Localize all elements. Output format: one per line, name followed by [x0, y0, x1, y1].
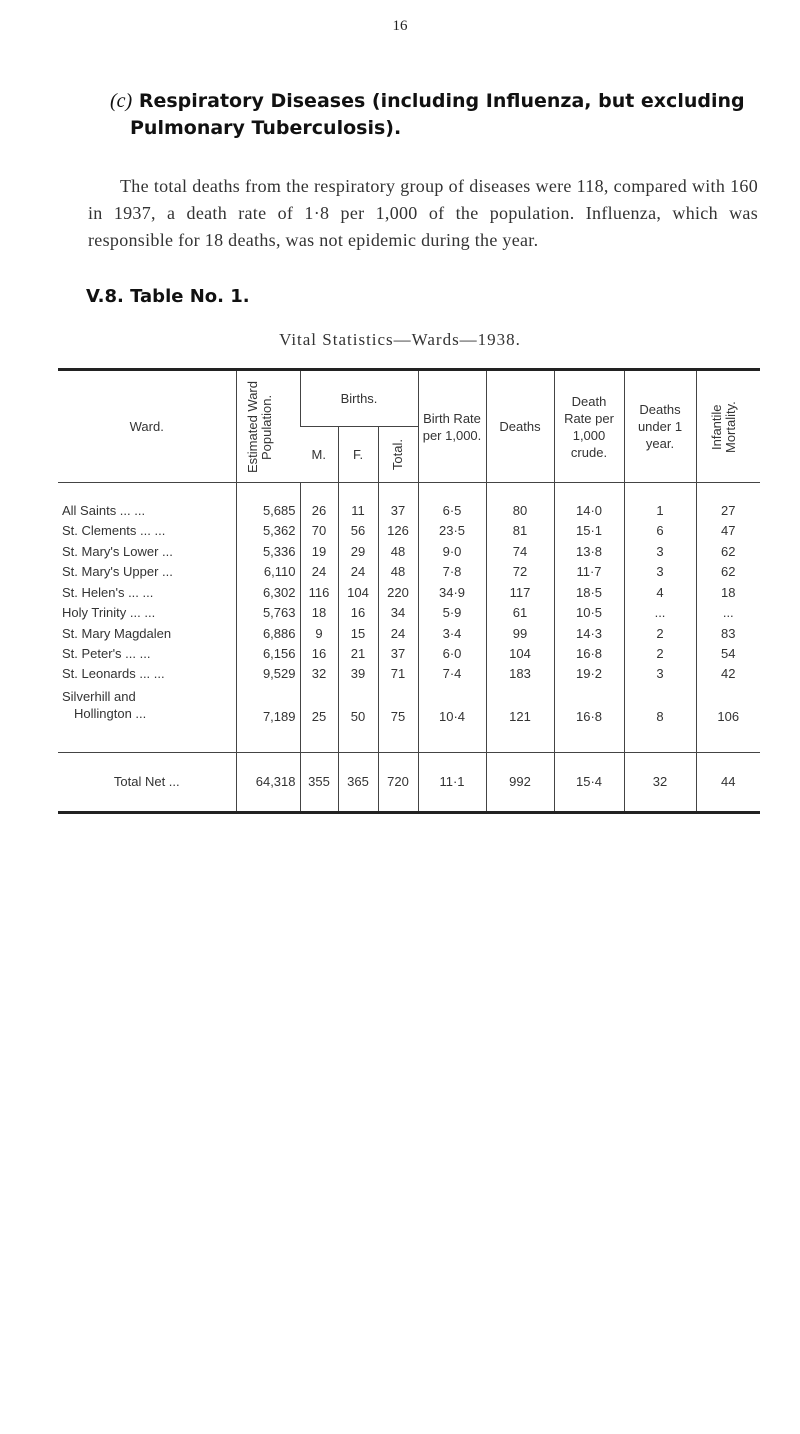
- header-ward: Ward.: [58, 370, 236, 483]
- cell-births-m: 32: [300, 664, 338, 684]
- cell-total-deaths-under-1: 32: [624, 752, 696, 812]
- cell-infantile-mortality: 47: [696, 520, 760, 540]
- cell-births-f: 16: [338, 602, 378, 622]
- cell-deaths: 121: [486, 684, 554, 725]
- table-row: [58, 602, 760, 622]
- cell-infantile-mortality: ...: [696, 602, 760, 622]
- table-total-row: [58, 752, 760, 812]
- cell-births-m: 16: [300, 643, 338, 663]
- cell-infantile-mortality: 54: [696, 643, 760, 663]
- cell-births-f: 56: [338, 520, 378, 540]
- cell-deaths: 117: [486, 582, 554, 602]
- cell-population: 5,362: [236, 520, 300, 540]
- cell-population: 6,886: [236, 623, 300, 643]
- header-deaths-under-1: Deaths under 1 year.: [624, 370, 696, 483]
- cell-birth-rate: 6·5: [418, 500, 486, 520]
- cell-deaths-under-1: 3: [624, 664, 696, 684]
- table-caption: Vital Statistics—Wards—1938.: [279, 330, 521, 349]
- cell-births-f: 11: [338, 500, 378, 520]
- header-births-m: M.: [300, 427, 338, 483]
- header-population: Estimated Ward Population.: [236, 370, 300, 483]
- table-row: [58, 684, 760, 725]
- cell-death-rate: 19·2: [554, 664, 624, 684]
- cell-births-total: 37: [378, 643, 418, 663]
- cell-total-death-rate: 15·4: [554, 752, 624, 812]
- cell-births-f: 29: [338, 541, 378, 561]
- cell-population: 9,529: [236, 664, 300, 684]
- cell-infantile-mortality: 42: [696, 664, 760, 684]
- cell-births-total: 37: [378, 500, 418, 520]
- cell-infantile-mortality: 83: [696, 623, 760, 643]
- cell-deaths-under-1: 2: [624, 623, 696, 643]
- cell-birth-rate: 23·5: [418, 520, 486, 540]
- cell-infantile-mortality: 62: [696, 541, 760, 561]
- cell-total-label: Total Net ...: [58, 752, 236, 812]
- vital-statistics-table: [58, 368, 760, 814]
- cell-births-total: 75: [378, 684, 418, 725]
- cell-infantile-mortality: 62: [696, 561, 760, 581]
- header-death-rate: Death Rate per 1,000 crude.: [554, 370, 624, 483]
- table-row: [58, 664, 760, 684]
- cell-ward: [58, 684, 236, 725]
- cell-ward: St. Leonards ... ...: [62, 666, 165, 682]
- cell-ward: St. Clements ... ...: [62, 523, 166, 539]
- section-title-line1: Respiratory Diseases (including Influenza, but excluding: [138, 90, 745, 112]
- cell-infantile-mortality: 18: [696, 582, 760, 602]
- cell-population: 5,336: [236, 541, 300, 561]
- section-prefix: (c): [110, 90, 133, 112]
- section-body: The total deaths from the respiratory group of diseases were 118, compared with 160 in 1937, a death rate of 1·8 per 1,000 of the population. Influenza, which was responsible for 18 deaths, was not epidemic during the year.: [88, 176, 758, 250]
- cell-deaths-under-1: 6: [624, 520, 696, 540]
- cell-death-rate: 10·5: [554, 602, 624, 622]
- table-row: [58, 623, 760, 643]
- cell-death-rate: 13·8: [554, 541, 624, 561]
- cell-death-rate: 18·5: [554, 582, 624, 602]
- cell-births-m: 18: [300, 602, 338, 622]
- cell-births-total: 220: [378, 582, 418, 602]
- cell-deaths-under-1: 4: [624, 582, 696, 602]
- cell-death-rate: 16·8: [554, 684, 624, 725]
- cell-ward: Holy Trinity ... ...: [62, 605, 156, 621]
- cell-births-total: 34: [378, 602, 418, 622]
- table-row: [58, 541, 760, 561]
- cell-birth-rate: 10·4: [418, 684, 486, 725]
- cell-deaths-under-1: 3: [624, 561, 696, 581]
- cell-total-deaths: 992: [486, 752, 554, 812]
- cell-population: 6,156: [236, 643, 300, 663]
- cell-deaths: 104: [486, 643, 554, 663]
- cell-deaths: 80: [486, 500, 554, 520]
- cell-population: 5,763: [236, 602, 300, 622]
- header-deaths: Deaths: [486, 370, 554, 483]
- cell-deaths-under-1: ...: [624, 602, 696, 622]
- cell-ward-line2: Hollington ...: [74, 705, 147, 721]
- section-title-line2: Pulmonary Tuberculosis).: [130, 117, 402, 139]
- cell-deaths-under-1: 8: [624, 684, 696, 725]
- table-heading: V.8. Table No. 1.: [86, 286, 250, 307]
- cell-deaths: 61: [486, 602, 554, 622]
- cell-birth-rate: 34·9: [418, 582, 486, 602]
- cell-births-total: 24: [378, 623, 418, 643]
- cell-births-m: 25: [300, 684, 338, 725]
- cell-death-rate: 16·8: [554, 643, 624, 663]
- cell-birth-rate: 9·0: [418, 541, 486, 561]
- cell-births-m: 116: [300, 582, 338, 602]
- cell-deaths: 183: [486, 664, 554, 684]
- cell-total-births-total: 720: [378, 752, 418, 812]
- cell-total-infantile-mortality: 44: [696, 752, 760, 812]
- cell-deaths: 99: [486, 623, 554, 643]
- cell-births-total: 71: [378, 664, 418, 684]
- cell-birth-rate: 7·4: [418, 664, 486, 684]
- cell-deaths: 81: [486, 520, 554, 540]
- table-row: [58, 561, 760, 581]
- cell-births-total: 48: [378, 541, 418, 561]
- cell-birth-rate: 3·4: [418, 623, 486, 643]
- header-births: Births.: [300, 370, 418, 427]
- cell-population: 6,110: [236, 561, 300, 581]
- cell-ward: St. Helen's ... ...: [62, 584, 154, 600]
- cell-deaths: 72: [486, 561, 554, 581]
- cell-births-f: 15: [338, 623, 378, 643]
- cell-births-m: 24: [300, 561, 338, 581]
- cell-deaths-under-1: 2: [624, 643, 696, 663]
- cell-births-total: 126: [378, 520, 418, 540]
- cell-infantile-mortality: 106: [696, 684, 760, 725]
- cell-death-rate: 15·1: [554, 520, 624, 540]
- cell-death-rate: 11·7: [554, 561, 624, 581]
- cell-death-rate: 14·3: [554, 623, 624, 643]
- cell-births-f: 50: [338, 684, 378, 725]
- cell-total-births-f: 365: [338, 752, 378, 812]
- cell-births-m: 26: [300, 500, 338, 520]
- cell-ward: St. Mary Magdalen: [62, 625, 172, 641]
- header-births-f: F.: [338, 427, 378, 483]
- cell-ward: St. Mary's Lower ...: [62, 543, 173, 559]
- table-row: [58, 520, 760, 540]
- cell-deaths: 74: [486, 541, 554, 561]
- cell-birth-rate: 6·0: [418, 643, 486, 663]
- cell-population: 7,189: [236, 684, 300, 725]
- cell-births-m: 70: [300, 520, 338, 540]
- cell-total-births-m: 355: [300, 752, 338, 812]
- cell-births-f: 104: [338, 582, 378, 602]
- header-birth-rate: Birth Rate per 1,000.: [418, 370, 486, 483]
- cell-death-rate: 14·0: [554, 500, 624, 520]
- table-row: [58, 500, 760, 520]
- cell-ward: St. Peter's ... ...: [62, 645, 151, 661]
- cell-deaths-under-1: 1: [624, 500, 696, 520]
- cell-births-total: 48: [378, 561, 418, 581]
- cell-total-birth-rate: 11·1: [418, 752, 486, 812]
- table-row: [58, 643, 760, 663]
- cell-birth-rate: 5·9: [418, 602, 486, 622]
- table-row: [58, 582, 760, 602]
- cell-ward: St. Mary's Upper ...: [62, 564, 173, 580]
- cell-population: 6,302: [236, 582, 300, 602]
- page-number: 16: [392, 18, 408, 34]
- cell-population: 5,685: [236, 500, 300, 520]
- cell-births-f: 39: [338, 664, 378, 684]
- cell-infantile-mortality: 27: [696, 500, 760, 520]
- cell-ward-line1: Silverhill and: [62, 688, 136, 704]
- cell-total-population: 64,318: [236, 752, 300, 812]
- cell-birth-rate: 7·8: [418, 561, 486, 581]
- cell-ward: All Saints ... ...: [62, 502, 146, 518]
- section-title: [110, 88, 750, 142]
- cell-births-f: 21: [338, 643, 378, 663]
- cell-births-f: 24: [338, 561, 378, 581]
- cell-deaths-under-1: 3: [624, 541, 696, 561]
- cell-births-m: 19: [300, 541, 338, 561]
- header-infantile-mortality: Infantile Mortality.: [696, 370, 760, 483]
- header-births-total: Total.: [378, 427, 418, 483]
- cell-births-m: 9: [300, 623, 338, 643]
